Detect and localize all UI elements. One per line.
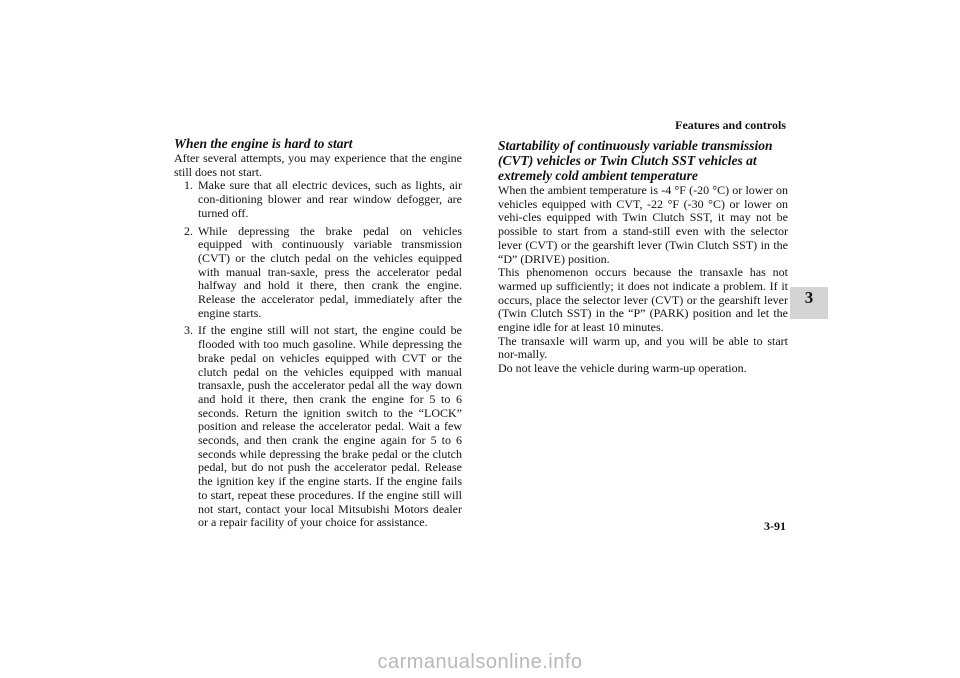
left-column [174, 136, 462, 534]
step-number: 2. [184, 223, 193, 238]
body-paragraph: This phenomenon occurs because the transaxle has not warmed up sufficiently; it does not indicate a problem. If it occurs, place the selector lever (CVT) or the gearshift lever (Twin Clutch SST) in the “P” (PARK) position and let the engine idle for at least 10 minutes. [498, 265, 788, 335]
page-number: 3-91 [764, 519, 786, 533]
step-list [174, 179, 462, 530]
page-header-title: Features and controls [675, 118, 786, 132]
chapter-tab [790, 287, 828, 319]
step-text: If the engine still will not start, the engine could be flooded with too much gasoline. While depressing the brake pedal on vehicles equipped with CVT or the clutch pedal on the vehicles equipped with manual transaxle, push the accelerator pedal all the way down and hold it there, then crank the engine for 5 to 6 seconds. Return the ignition switch to the “LOCK” position and release the accelerator pedal. Wait a few seconds, and then crank the engine again for 5 to 6 seconds while depressing the brake pedal or the clutch pedal, but do not push the accelerator pedal. Release the ignition key if the engine starts. If the engine fails to start, repeat these procedures. If the engine still will not start, contact your local Mitsubishi Motors dealer or a repair facility of your choice for assistance. [198, 323, 462, 530]
body-paragraph: Do not leave the vehicle during warm-up operation. [498, 361, 747, 376]
step-number: 3. [184, 323, 193, 338]
step-item [174, 179, 462, 220]
body-paragraph: The transaxle will warm up, and you will be able to start nor-mally. [498, 333, 788, 362]
step-text: While depressing the brake pedal on vehicles equipped with continuously variable transmission (CVT) or the clutch pedal on the vehicles equipped with manual tran-saxle, press the accelerator pedal halfway and hold it there, then crank the engine. Release the accelerator pedal, immediately after the engine starts. [198, 223, 462, 320]
intro-paragraph: After several attempts, you may experience that the engine still does not start. [174, 151, 462, 179]
right-column [498, 136, 788, 376]
step-text: Make sure that all electric devices, such as lights, air con-ditioning blower and rear window defogger, are turned off. [198, 178, 462, 220]
section-title-cold-startability: Startability of continuously variable transmission (CVT) vehicles or Twin Clutch SST vehicles at extremely cold ambient temperature [498, 138, 773, 183]
step-item [174, 324, 462, 530]
step-number: 1. [184, 178, 193, 193]
watermark-text: carmanualsonline.info [377, 651, 583, 673]
body-paragraph: When the ambient temperature is -4 °F (-20 °C) or lower on vehicles equipped with CVT, -22 °F (-30 °C) or lower on vehi-cles equipped with Twin Clutch SST, it may not be possible to start from a stand-still even with the selector lever (CVT) or the gearshift lever (Twin Clutch SST) in the “D” (DRIVE) position. [498, 183, 788, 266]
section-title-hard-to-start: When the engine is hard to start [174, 136, 353, 151]
chapter-tab-number: 3 [804, 288, 814, 307]
step-item [174, 225, 462, 321]
